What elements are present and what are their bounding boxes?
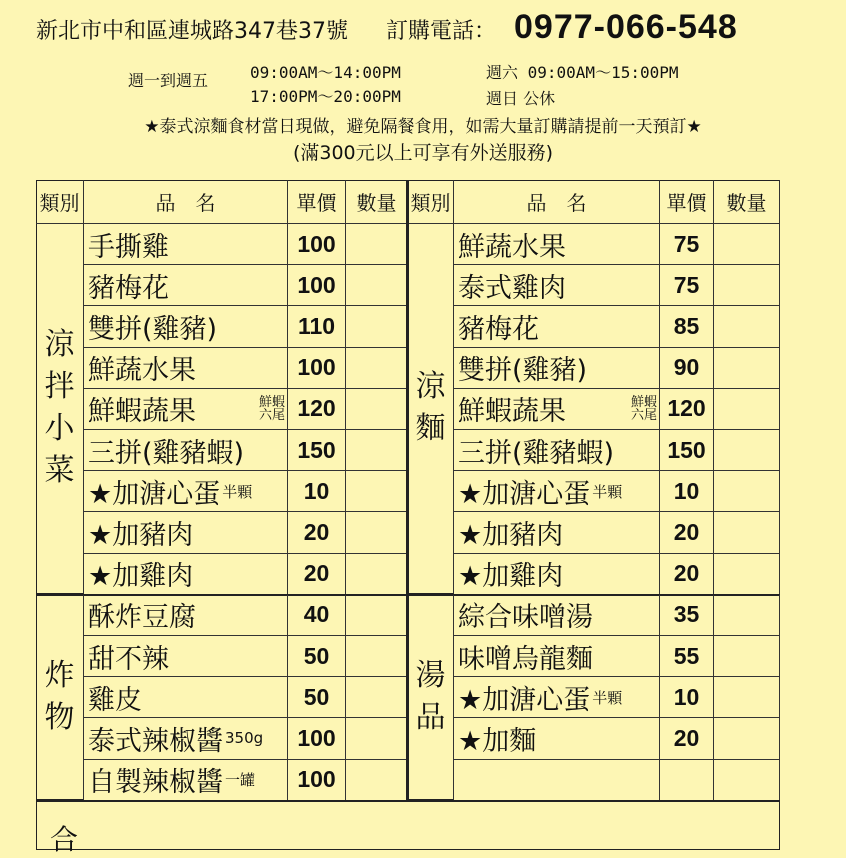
sunday-hours: 週日 公休	[486, 89, 556, 108]
menu-item-name	[454, 224, 660, 265]
right-category-0	[408, 224, 454, 595]
item-price-text: 50	[303, 683, 330, 710]
menu-item-name	[84, 348, 288, 389]
col-header-category-label: 類別	[39, 191, 80, 215]
item-name-text: 自製辣椒醬	[88, 767, 223, 799]
weekday-hours-morning: 09:00AM～14:00PM	[250, 63, 401, 82]
menu-item-qty-input[interactable]	[346, 471, 408, 512]
phone-label: 訂購電話：	[386, 19, 497, 44]
weekday-hours-evening: 17:00PM～20:00PM	[250, 87, 401, 106]
category-char: 湯	[415, 657, 446, 693]
item-price-text: 100	[297, 271, 336, 298]
menu-item-qty-input[interactable]	[714, 224, 780, 265]
col-header-qty	[714, 180, 780, 224]
col-header-price	[288, 180, 346, 224]
menu-item-name	[454, 554, 660, 595]
menu-item-price	[288, 636, 346, 677]
menu-item-price	[660, 306, 714, 347]
item-price-text: 10	[673, 477, 700, 504]
col-header-name	[454, 180, 660, 224]
store-address: 新北市中和區連城路347巷37號	[36, 19, 348, 44]
left-category-1	[36, 595, 84, 801]
item-price-text: 100	[297, 354, 336, 381]
item-name-note: 半顆	[592, 688, 623, 707]
item-name-text: ★加溏心蛋	[88, 478, 221, 510]
menu-item-qty-input[interactable]	[346, 348, 408, 389]
item-price-text: 90	[673, 354, 700, 381]
menu-item-price	[660, 595, 714, 636]
menu-item-price	[288, 471, 346, 512]
menu-item-price	[660, 430, 714, 471]
item-name-note	[259, 396, 285, 422]
menu-item-price	[288, 595, 346, 636]
menu-item-price	[288, 389, 346, 430]
item-name-text: 味噌烏龍麵	[458, 643, 593, 675]
item-price-text: 100	[297, 766, 336, 793]
middle-divider	[406, 180, 409, 801]
menu-item-price	[660, 636, 714, 677]
menu-item-price	[660, 348, 714, 389]
menu-item-qty-input[interactable]	[714, 471, 780, 512]
item-price-text: 120	[297, 395, 336, 422]
item-name-text: 鮮蔬水果	[88, 355, 196, 387]
menu-item-name	[454, 471, 660, 512]
total-row-divider	[36, 800, 780, 802]
menu-item-name	[454, 265, 660, 306]
category-char: 拌	[44, 369, 75, 405]
menu-item-qty-input[interactable]	[346, 512, 408, 553]
menu-item-name	[84, 306, 288, 347]
col-header-name-label: 品 名	[155, 191, 216, 215]
menu-item-qty-input[interactable]	[714, 718, 780, 759]
menu-item-price	[660, 677, 714, 718]
menu-item-qty-input[interactable]	[346, 677, 408, 718]
item-price-text: 20	[303, 518, 330, 545]
menu-item-qty-input[interactable]	[346, 265, 408, 306]
menu-item-qty-input[interactable]	[714, 595, 780, 636]
col-header-price	[660, 180, 714, 224]
col-header-name-label: 品 名	[526, 191, 587, 215]
menu-item-name	[454, 718, 660, 759]
menu-item-qty-input[interactable]	[714, 760, 780, 801]
item-price-text: 35	[673, 601, 700, 628]
menu-item-name	[454, 512, 660, 553]
menu-item-qty-input[interactable]	[714, 554, 780, 595]
item-name-text: ★加豬肉	[88, 519, 194, 551]
menu-item-qty-input[interactable]	[714, 389, 780, 430]
menu-item-name	[84, 224, 288, 265]
item-name-text: 鮮蝦蔬果	[458, 396, 566, 428]
weekday-label: 週一到週五	[128, 71, 209, 90]
item-name-text: 三拼(雞豬蝦)	[88, 437, 245, 469]
item-price-text: 100	[297, 724, 336, 751]
item-price-text: 20	[673, 724, 700, 751]
menu-item-name	[84, 471, 288, 512]
menu-item-name	[84, 265, 288, 306]
menu-item-price	[660, 265, 714, 306]
category-char: 炸	[44, 657, 75, 693]
menu-item-price	[660, 224, 714, 265]
item-price-text: 55	[673, 642, 700, 669]
item-price-text: 85	[673, 312, 700, 339]
item-name-text: ★加溏心蛋	[458, 684, 591, 716]
col-header-category-label: 類別	[410, 191, 451, 215]
left-category-0	[36, 224, 84, 595]
menu-item-qty-input[interactable]	[714, 265, 780, 306]
menu-item-qty-input[interactable]	[346, 636, 408, 677]
item-price-text: 150	[297, 436, 336, 463]
category-char: 涼	[415, 369, 446, 405]
item-name-text: 泰式雞肉	[458, 272, 566, 304]
item-name-note: 一罐	[225, 771, 256, 790]
menu-item-price	[288, 265, 346, 306]
item-name-text: 三拼(雞豬蝦)	[458, 437, 615, 469]
menu-item-price	[288, 760, 346, 801]
col-header-price-label: 單價	[666, 191, 707, 215]
item-price-text: 10	[673, 683, 700, 710]
right-category-1	[408, 595, 454, 801]
menu-item-name	[84, 595, 288, 636]
item-name-text: 鮮蝦蔬果	[88, 396, 196, 428]
menu-item-name	[454, 389, 660, 430]
menu-item-qty-input[interactable]	[346, 306, 408, 347]
menu-item-price	[288, 554, 346, 595]
item-name-note: 半顆	[592, 482, 623, 501]
saturday-hours: 週六 09:00AM～15:00PM	[486, 63, 679, 82]
item-note-line: 鮮蝦	[630, 394, 657, 410]
item-name-text: 酥炸豆腐	[88, 602, 196, 634]
menu-item-qty-input[interactable]	[714, 636, 780, 677]
item-price-text: 20	[673, 560, 700, 587]
menu-item-name	[454, 636, 660, 677]
menu-item-name	[84, 554, 288, 595]
menu-item-name	[454, 430, 660, 471]
menu-item-name	[84, 760, 288, 801]
col-header-qty	[346, 180, 408, 224]
menu-item-price	[660, 760, 714, 801]
notice-text: ★泰式涼麵食材當日現做，避免隔餐食用，如需大量訂購請提前一天預訂★	[144, 117, 702, 137]
menu-item-name	[454, 760, 660, 801]
menu-item-qty-input[interactable]	[714, 306, 780, 347]
menu-item-name	[84, 677, 288, 718]
menu-item-price	[288, 224, 346, 265]
menu-item-qty-input[interactable]	[346, 224, 408, 265]
category-char: 小	[44, 411, 75, 447]
menu-item-qty-input[interactable]	[346, 389, 408, 430]
menu-item-qty-input[interactable]	[714, 677, 780, 718]
item-note-line: 六尾	[630, 407, 657, 423]
menu-item-qty-input[interactable]	[714, 348, 780, 389]
menu-item-name	[84, 512, 288, 553]
menu-item-qty-input[interactable]	[346, 595, 408, 636]
delivery-note: (滿300元以上可享有外送服務)	[292, 142, 554, 164]
category-char: 品	[415, 699, 446, 735]
item-name-text: 泰式辣椒醬	[88, 725, 223, 757]
item-name-text: 鮮蔬水果	[458, 231, 566, 263]
item-note-line: 六尾	[258, 407, 285, 423]
phone-number: 0977-066-548	[514, 8, 738, 46]
menu-item-price	[660, 471, 714, 512]
menu-item-qty-input[interactable]	[346, 430, 408, 471]
menu-item-name	[84, 636, 288, 677]
item-name-text: 雞皮	[88, 684, 142, 716]
menu-item-price	[288, 430, 346, 471]
menu-item-price	[660, 718, 714, 759]
item-name-text: ★加溏心蛋	[458, 478, 591, 510]
item-name-text: 綜合味噌湯	[458, 602, 593, 634]
col-header-qty-label: 數量	[726, 191, 767, 215]
col-header-name	[84, 180, 288, 224]
item-price-text: 100	[297, 230, 336, 257]
menu-item-price	[660, 512, 714, 553]
menu-item-qty-input[interactable]	[714, 430, 780, 471]
item-note-line: 鮮蝦	[258, 394, 285, 410]
col-header-category	[408, 180, 454, 224]
item-name-note: 350g	[225, 729, 264, 748]
menu-item-price	[288, 512, 346, 553]
item-price-text: 10	[303, 477, 330, 504]
menu-item-name	[84, 430, 288, 471]
item-name-text: ★加雞肉	[458, 561, 564, 593]
category-char: 菜	[44, 453, 75, 489]
item-name-text: 雙拼(雞豬)	[88, 313, 218, 345]
item-price-text: 20	[303, 560, 330, 587]
item-name-text: 手撕雞	[88, 231, 169, 263]
item-price-text: 40	[303, 601, 330, 628]
category-char: 涼	[44, 327, 75, 363]
item-price-text: 75	[673, 271, 700, 298]
item-name-text: 豬梅花	[88, 272, 169, 304]
menu-item-name	[84, 389, 288, 430]
item-price-text: 20	[673, 518, 700, 545]
category-char: 麵	[415, 411, 446, 447]
menu-item-name	[454, 306, 660, 347]
item-name-text: 豬梅花	[458, 313, 539, 345]
col-header-price-label: 單價	[296, 191, 337, 215]
item-name-text: ★加雞肉	[88, 561, 194, 593]
menu-item-name	[454, 677, 660, 718]
menu-item-qty-input[interactable]	[346, 718, 408, 759]
col-header-qty-label: 數量	[356, 191, 397, 215]
menu-item-name	[454, 595, 660, 636]
col-header-category	[36, 180, 84, 224]
menu-item-price	[288, 677, 346, 718]
menu-item-price	[288, 306, 346, 347]
item-price-text: 110	[297, 312, 336, 339]
menu-item-qty-input[interactable]	[714, 512, 780, 553]
item-name-text: 雙拼(雞豬)	[458, 355, 588, 387]
menu-item-qty-input[interactable]	[346, 760, 408, 801]
item-price-text: 120	[667, 395, 706, 422]
menu-item-name	[454, 348, 660, 389]
category-char: 物	[44, 699, 75, 735]
total-label: 合	[50, 823, 79, 856]
menu-item-price	[660, 554, 714, 595]
menu-item-name	[84, 718, 288, 759]
menu-item-price	[288, 348, 346, 389]
item-name-text: ★加麵	[458, 725, 537, 757]
item-price-text: 50	[303, 642, 330, 669]
item-name-note: 半顆	[222, 482, 253, 501]
menu-item-qty-input[interactable]	[346, 554, 408, 595]
menu-item-price	[660, 389, 714, 430]
item-price-text: 150	[667, 436, 706, 463]
item-price-text: 75	[673, 230, 700, 257]
item-name-note	[631, 396, 657, 422]
item-name-text: 甜不辣	[88, 643, 169, 675]
menu-item-price	[288, 718, 346, 759]
item-name-text: ★加豬肉	[458, 519, 564, 551]
